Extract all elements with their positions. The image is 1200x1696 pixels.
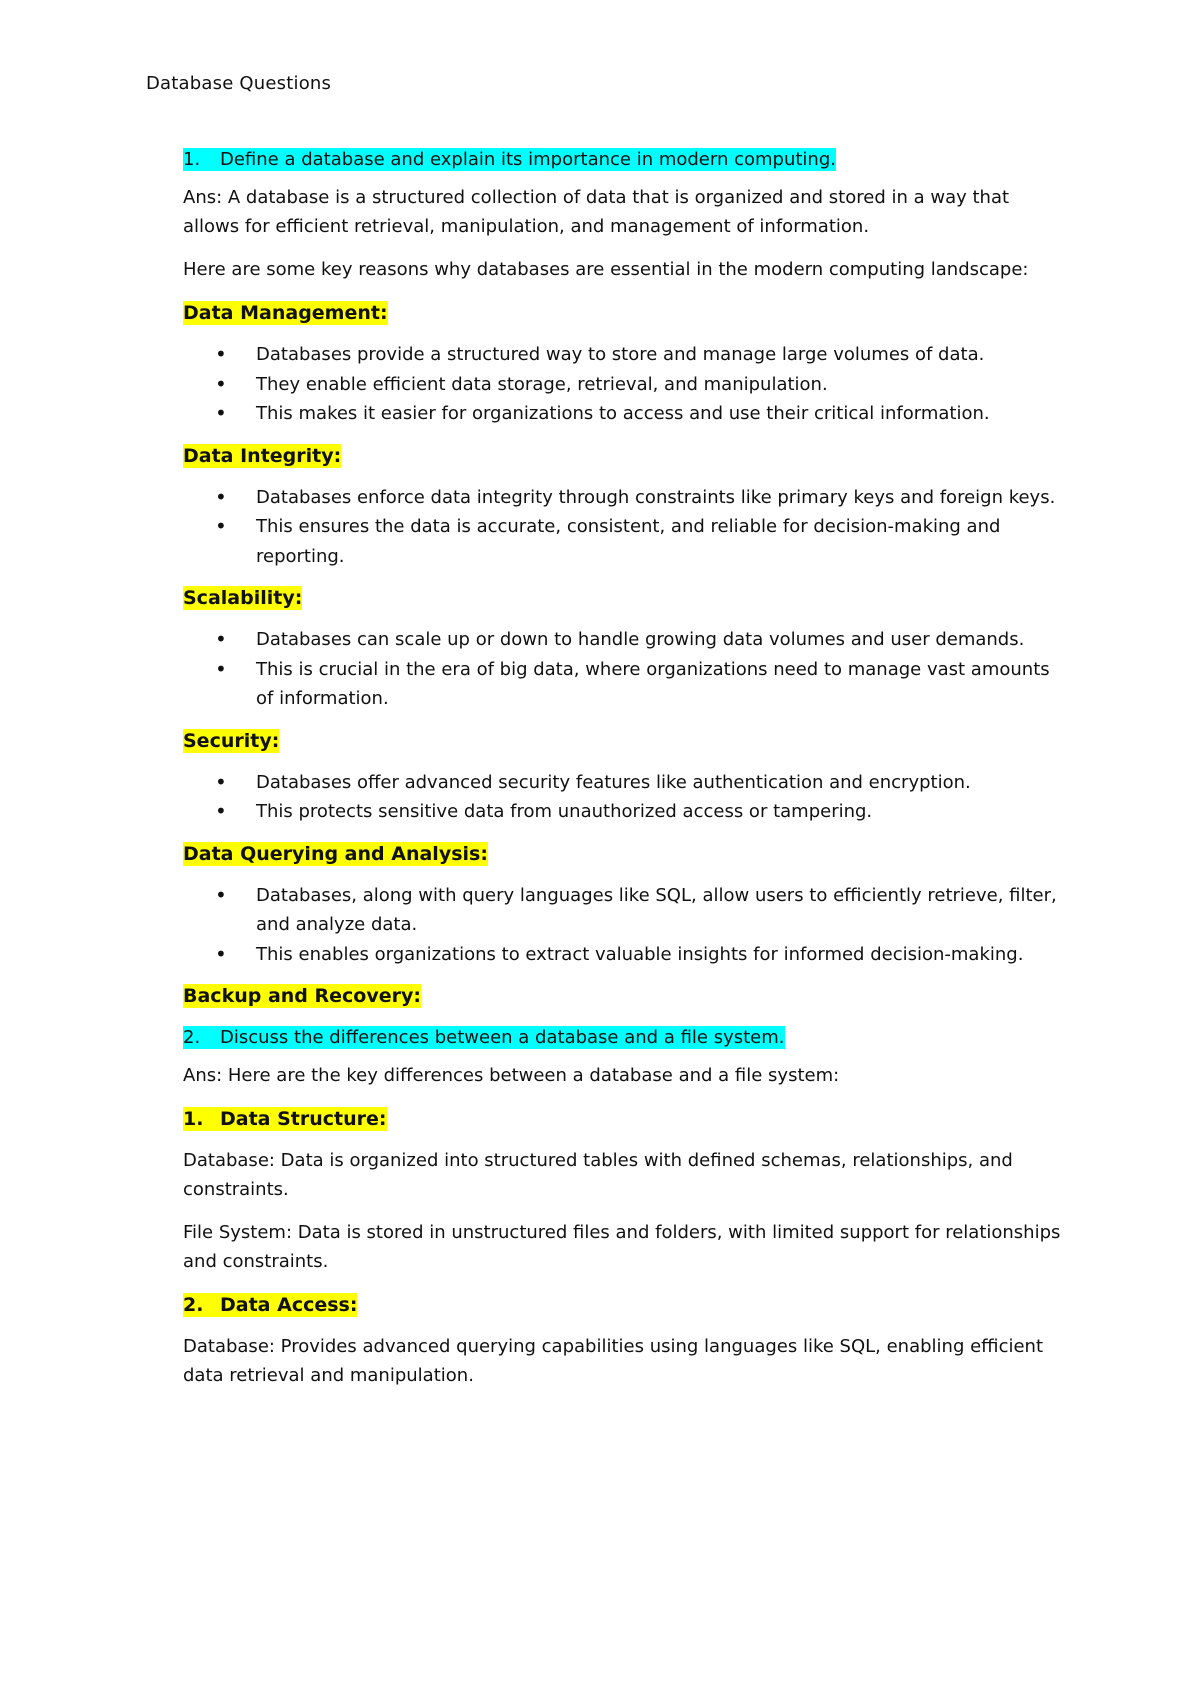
answer-1-intro: Here are some key reasons why databases are essential in the modern computing landscape: bbox=[183, 259, 1029, 280]
paragraph-database-structure: Database: Data is organized into structured tables with defined schemas, relationships, and constraints. bbox=[183, 1150, 1013, 1200]
page-header: Database Questions bbox=[146, 73, 332, 94]
section-heading-backup-recovery: Backup and Recovery: bbox=[183, 985, 421, 1007]
section-heading-security: Security: bbox=[183, 729, 280, 752]
document-body bbox=[183, 145, 1063, 1404]
bullet-list-data-querying bbox=[183, 881, 1063, 970]
answer-2: Ans: Here are the key differences between a database and a file system: bbox=[183, 1065, 840, 1086]
list-item: • This makes it easier for organizations to access and use their critical information. bbox=[183, 399, 1063, 429]
question-2-text: Discuss the differences between a database and a file system. bbox=[220, 1027, 785, 1048]
list-item: • This is crucial in the era of big data, where organizations need to manage vast amounts of information. bbox=[183, 655, 1063, 714]
question-1-text: Define a database and explain its importance in modern computing. bbox=[220, 149, 836, 170]
question-2-highlight bbox=[183, 1026, 785, 1049]
list-item: • This ensures the data is accurate, consistent, and reliable for decision-making and reporting. bbox=[183, 512, 1063, 571]
section-heading-data-querying: Data Querying and Analysis: bbox=[183, 842, 488, 865]
bullet-list-scalability bbox=[183, 625, 1063, 714]
list-item: • Databases can scale up or down to handle growing data volumes and user demands. bbox=[183, 625, 1063, 655]
bullet-list-data-integrity bbox=[183, 483, 1063, 572]
list-item: • Databases provide a structured way to store and manage large volumes of data. bbox=[183, 340, 1063, 370]
paragraph-filesystem-structure: File System: Data is stored in unstructured files and folders, with limited support for relationships and constraints. bbox=[183, 1222, 1061, 1272]
list-item: • They enable efficient data storage, retrieval, and manipulation. bbox=[183, 370, 1063, 400]
paragraph-database-access: Database: Provides advanced querying capabilities using languages like SQL, enabling efficient data retrieval and manipulation. bbox=[183, 1336, 1044, 1386]
question-1 bbox=[183, 145, 1063, 174]
answer-1: Ans: A database is a structured collection of data that is organized and stored in a way that allows for efficient retrieval, manipulation, and management of information. bbox=[183, 187, 1010, 237]
section-heading-data-integrity: Data Integrity: bbox=[183, 444, 342, 467]
question-2 bbox=[183, 1023, 1063, 1052]
bullet-list-data-management bbox=[183, 340, 1063, 429]
list-item: • Databases enforce data integrity through constraints like primary keys and foreign keys. bbox=[183, 483, 1063, 513]
section-heading-data-access: 2. Data Access: bbox=[183, 1294, 358, 1316]
question-1-highlight bbox=[183, 148, 836, 171]
list-item: • This enables organizations to extract valuable insights for informed decision-making. bbox=[183, 940, 1063, 970]
list-item: • Databases, along with query languages like SQL, allow users to efficiently retrieve, filter, and analyze data. bbox=[183, 881, 1063, 940]
question-1-number: 1. bbox=[183, 149, 201, 170]
section-heading-scalability: Scalability: bbox=[183, 587, 303, 609]
list-item: • This protects sensitive data from unauthorized access or tampering. bbox=[183, 797, 1063, 827]
section-heading-data-management: Data Management: bbox=[183, 302, 388, 324]
question-2-number: 2. bbox=[183, 1027, 201, 1048]
section-heading-data-structure: 1. Data Structure: bbox=[183, 1108, 387, 1130]
list-item: • Databases offer advanced security features like authentication and encryption. bbox=[183, 768, 1063, 798]
bullet-list-security bbox=[183, 768, 1063, 827]
